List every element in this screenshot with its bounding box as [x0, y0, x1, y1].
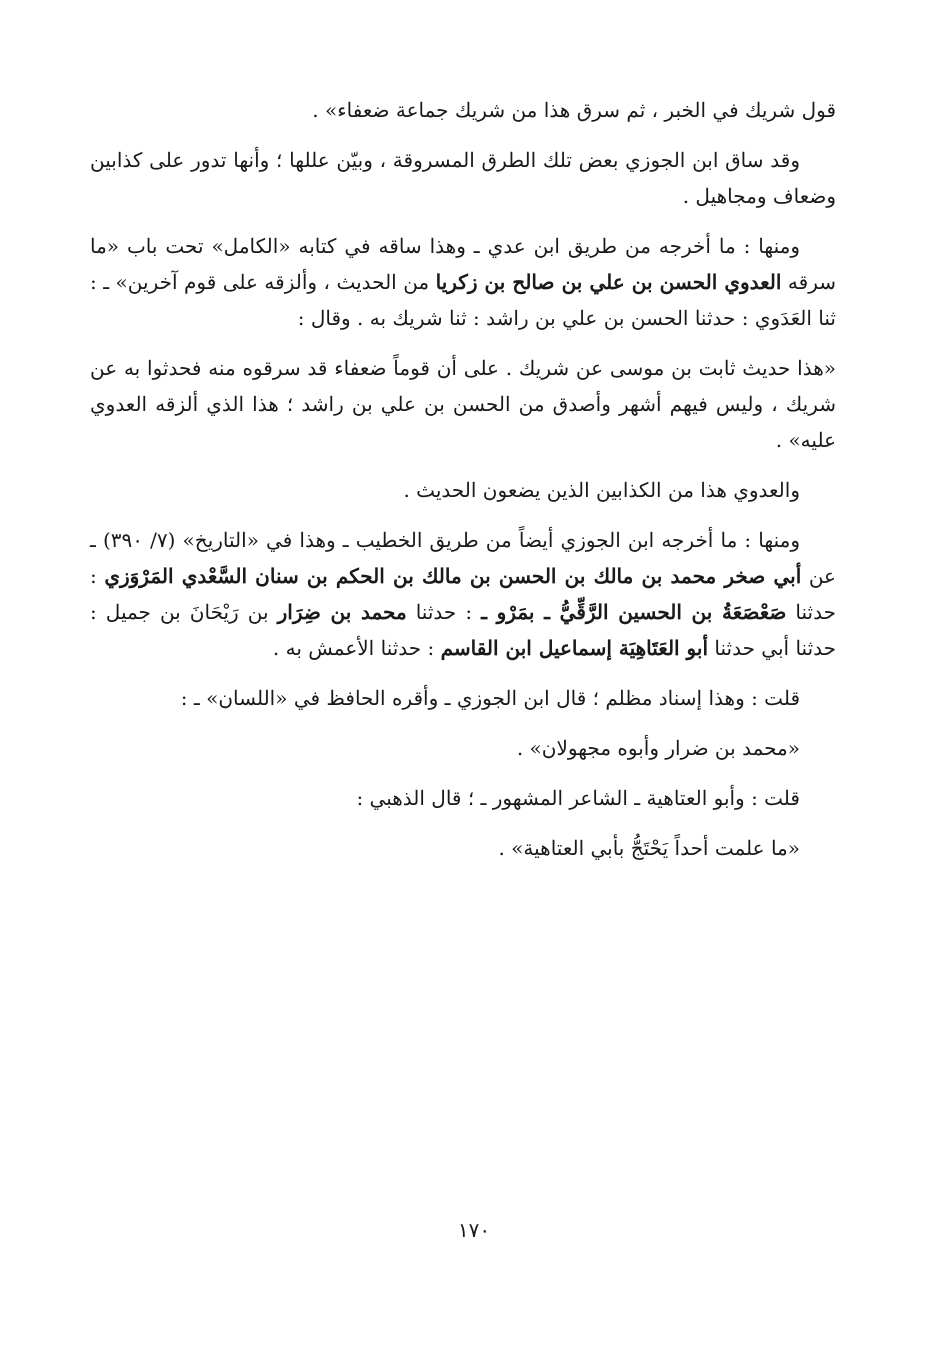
text-span: بن رَيْحَانَ بن جميل : حدثنا أبي حدثنا — [90, 600, 836, 660]
paragraph — [90, 92, 836, 128]
text-span: «ما علمت أحداً يَحْتَجُّ بأبي العتاهية» . — [498, 836, 800, 860]
text-span: ومنها : ما أخرجه من طريق ابن عدي ـ وهذا ساقه في كتابه «الكامل» تحت باب «ما سرقه — [90, 234, 836, 294]
bold-name-span: العدوي الحسن بن علي بن صالح بن زكريا — [435, 270, 782, 294]
paragraph — [90, 522, 836, 666]
paragraph — [90, 830, 836, 866]
paragraph — [90, 142, 836, 214]
text-span: «هذا حديث ثابت بن موسى عن شريك . على أن قوماً ضعفاء قد سرقوه منه فحدثوا به عن شريك ، وليس فيهم أشهر وأصدق من الحسن بن علي بن راشد ؛ هذا الذي ألزقه العدوي عليه» . — [90, 356, 836, 452]
text-span: ومنها : ما أخرجه ابن الجوزي أيضاً من طريق الخطيب ـ وهذا في «التاريخ» (٧/ ٣٩٠) ـ عن — [90, 528, 836, 588]
page-body — [90, 92, 836, 1272]
text-span: والعدوي هذا من الكذابين الذين يضعون الحديث . — [403, 478, 800, 502]
paragraph — [90, 730, 836, 766]
text-container — [90, 92, 836, 866]
text-span: قلت : وأبو العتاهية ـ الشاعر المشهور ـ ؛ قال الذهبي : — [356, 786, 800, 810]
paragraph — [90, 780, 836, 816]
text-span: : حدثنا — [90, 564, 836, 624]
text-span: قول شريك في الخبر ، ثم سرق هذا من شريك جماعة ضعفاء» . — [312, 98, 836, 122]
bold-name-span: محمد بن ضِرَار — [277, 600, 407, 624]
paragraph — [90, 472, 836, 508]
text-span: : حدثنا — [406, 600, 482, 624]
bold-name-span: أبي صخر محمد بن مالك بن الحسن بن مالك بن الحكم بن سنان السَّعْدي المَرْوَزي — [104, 564, 802, 588]
bold-name-span: أبو العَتَاهِيَة إسماعيل ابن القاسم — [440, 636, 709, 660]
text-span: من الحديث ، وألزقه على قوم آخرين» ـ : ثنا العَدَوي : حدثنا الحسن بن علي بن راشد : ثنا شريك به . وقال : — [90, 270, 836, 330]
text-span: : حدثنا الأعمش به . — [272, 636, 441, 660]
paragraph — [90, 350, 836, 458]
paragraph — [90, 680, 836, 716]
bold-name-span: صَعْصَعَةُ بن الحسين الرَّقِّيُّ ـ بمَرْو ـ — [481, 600, 787, 624]
text-span: «محمد بن ضرار وأبوه مجهولان» . — [516, 736, 800, 760]
text-span: وقد ساق ابن الجوزي بعض تلك الطرق المسروقة ، وبيّن عللها ؛ وأنها تدور على كذابين وضعاف ومجاهيل . — [90, 148, 836, 208]
page-number: ١٧٠ — [457, 1218, 491, 1242]
paragraph — [90, 228, 836, 336]
text-span: قلت : وهذا إسناد مظلم ؛ قال ابن الجوزي ـ وأقره الحافظ في «اللسان» ـ : — [180, 686, 800, 710]
